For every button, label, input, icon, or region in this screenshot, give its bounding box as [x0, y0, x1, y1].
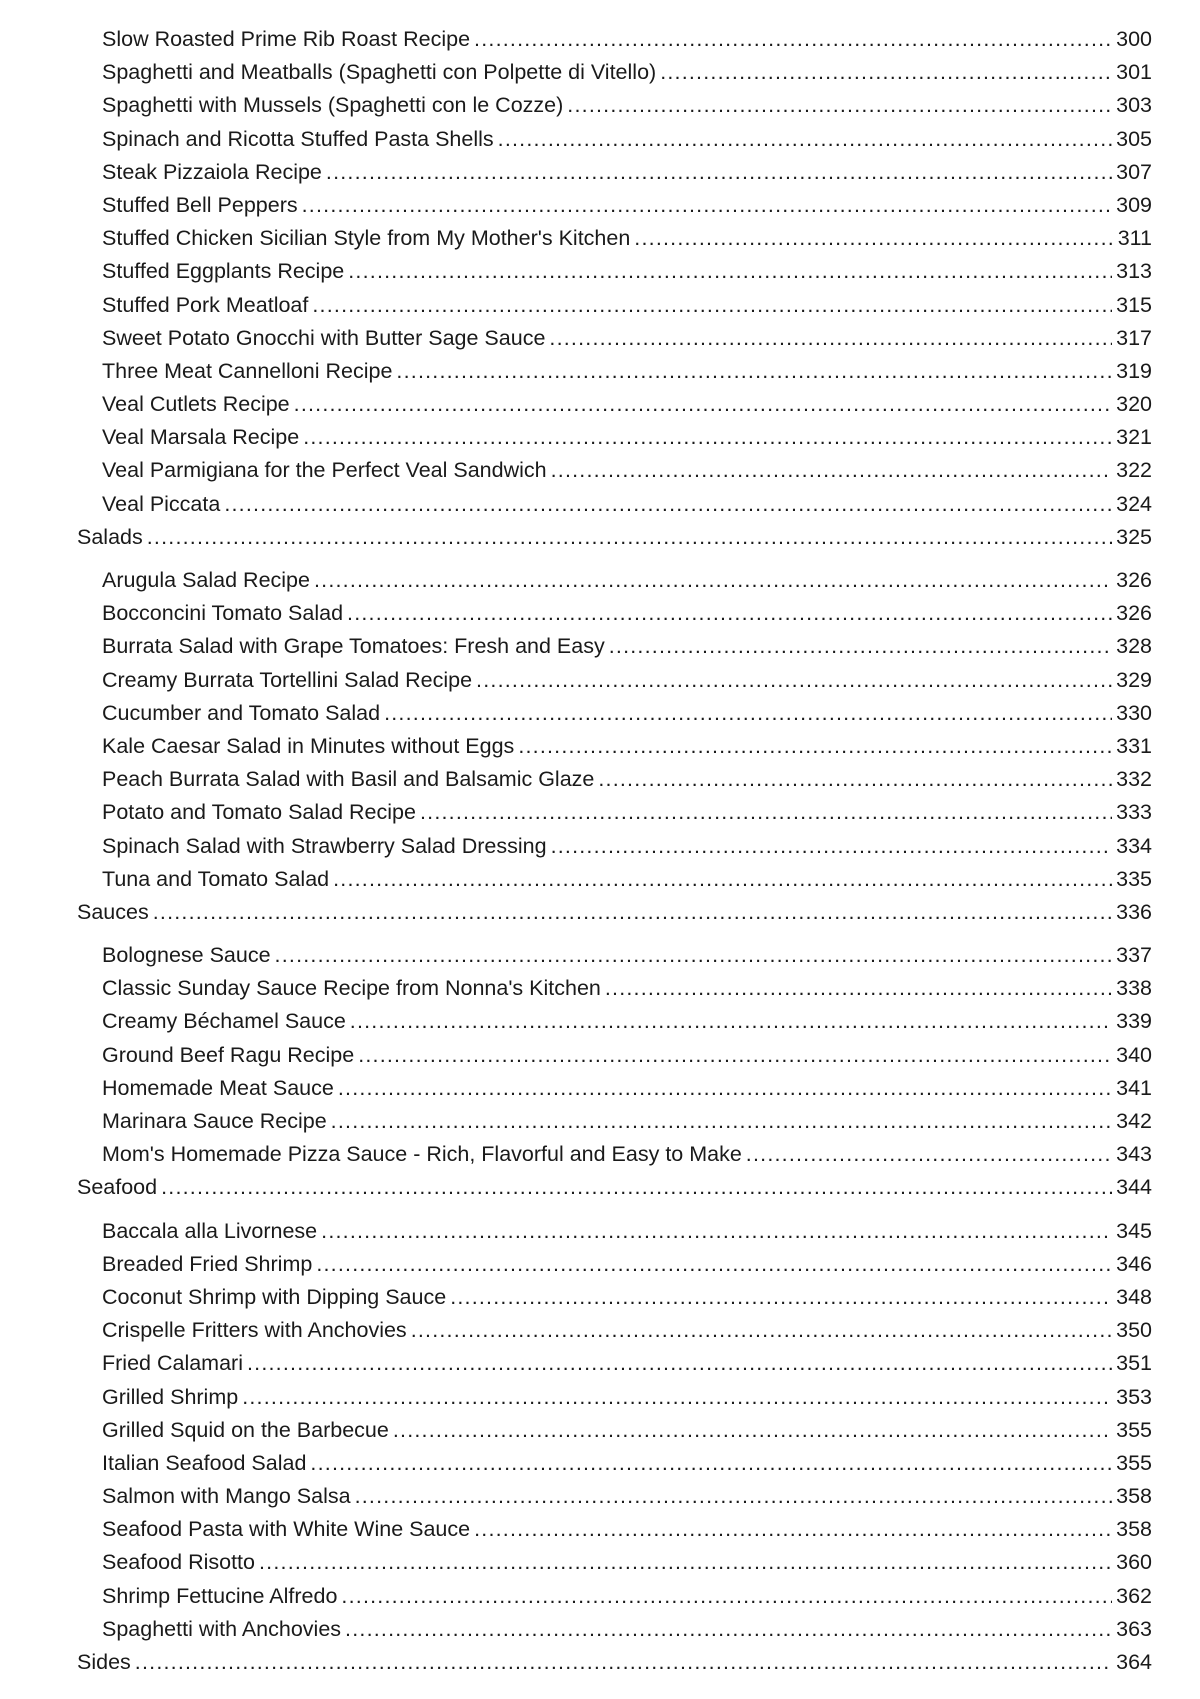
- dot-leader: [660, 56, 1112, 89]
- toc-entry-title: Sides: [77, 1650, 131, 1674]
- toc-section-entry: [77, 1171, 1152, 1204]
- toc-entry: [102, 564, 1152, 597]
- toc-entry-title: Stuffed Eggplants Recipe: [102, 259, 345, 284]
- toc-entry: [102, 1580, 1152, 1613]
- toc-entry: [102, 488, 1152, 521]
- toc-entry-page-number: 330: [1116, 700, 1152, 725]
- toc-entry-page-number: 360: [1116, 1550, 1152, 1575]
- dot-leader: [518, 730, 1112, 763]
- toc-entry-page-number: 313: [1116, 259, 1152, 284]
- toc-entry-title: Creamy Burrata Tortellini Salad Recipe: [102, 667, 473, 692]
- dot-leader: [333, 863, 1112, 896]
- dot-leader: [259, 1546, 1112, 1579]
- toc-entry-title: Seafood Risotto: [102, 1550, 255, 1575]
- toc-entry-page-number: 317: [1116, 325, 1152, 350]
- dot-leader: [474, 23, 1112, 56]
- toc-entry-title: Breaded Fried Shrimp: [102, 1251, 313, 1276]
- toc-entry: [102, 123, 1152, 156]
- toc-entry-title: Kale Caesar Salad in Minutes without Eggs: [102, 733, 515, 758]
- toc-entry: [102, 630, 1152, 663]
- dot-leader: [321, 1215, 1112, 1248]
- dot-leader: [605, 972, 1112, 1005]
- toc-entry-page-number: 324: [1116, 491, 1152, 516]
- toc-entry: [102, 763, 1152, 796]
- dot-leader: [303, 421, 1112, 454]
- toc-entry: [102, 830, 1152, 863]
- toc-entry: [102, 664, 1152, 697]
- dot-leader: [147, 521, 1112, 554]
- toc-entry-page-number: 325: [1116, 524, 1152, 549]
- dot-leader: [420, 796, 1112, 829]
- toc-entry: [102, 1447, 1152, 1480]
- toc-entry-title: Arugula Salad Recipe: [102, 568, 310, 592]
- toc-entry-page-number: 303: [1116, 93, 1152, 118]
- dot-leader: [474, 1513, 1112, 1546]
- toc-entry-title: Spaghetti with Mussels (Spaghetti con le Cozze): [102, 93, 564, 118]
- toc-entry: [102, 972, 1152, 1005]
- toc-entry-page-number: 321: [1116, 425, 1152, 450]
- toc-entry: [102, 189, 1152, 222]
- toc-entry-page-number: 339: [1116, 1009, 1152, 1034]
- dot-leader: [393, 1414, 1112, 1447]
- toc-entry-title: Creamy Béchamel Sauce: [102, 1009, 346, 1034]
- dot-leader: [498, 123, 1112, 156]
- toc-entry-page-number: 300: [1116, 27, 1152, 51]
- dot-leader: [476, 664, 1112, 697]
- toc-entry-title: Mom's Homemade Pizza Sauce - Rich, Flavorful and Easy to Make: [102, 1142, 742, 1167]
- toc-entry: [102, 1613, 1152, 1646]
- dot-leader: [567, 89, 1112, 122]
- toc-entry-page-number: 336: [1116, 899, 1152, 924]
- toc-entry: [102, 1005, 1152, 1038]
- toc-entry: [102, 863, 1152, 896]
- toc-entry: [102, 1248, 1152, 1281]
- toc-entry-page-number: 340: [1116, 1042, 1152, 1067]
- toc-entry: [102, 1347, 1152, 1380]
- toc-entry-title: Italian Seafood Salad: [102, 1450, 307, 1475]
- toc-entry-page-number: 341: [1116, 1075, 1152, 1100]
- toc-entry-page-number: 331: [1116, 733, 1152, 758]
- toc-entry: [102, 1072, 1152, 1105]
- toc-entry: [102, 939, 1152, 972]
- toc-entry-page-number: 332: [1116, 767, 1152, 792]
- toc-entry-title: Grilled Squid on the Barbecue: [102, 1417, 389, 1442]
- dot-leader: [348, 255, 1112, 288]
- toc-entry-page-number: 351: [1116, 1351, 1152, 1376]
- table-of-contents: [0, 23, 1200, 1679]
- toc-entry-page-number: 353: [1116, 1384, 1152, 1409]
- toc-entry: [102, 355, 1152, 388]
- toc-entry: [102, 730, 1152, 763]
- toc-entry-page-number: 364: [1116, 1650, 1152, 1674]
- dot-leader: [294, 388, 1112, 421]
- dot-leader: [396, 355, 1112, 388]
- dot-leader: [275, 939, 1112, 972]
- toc-entry: [102, 796, 1152, 829]
- toc-entry-title: Bolognese Sauce: [102, 943, 271, 968]
- toc-entry-title: Sweet Potato Gnocchi with Butter Sage Sauce: [102, 325, 546, 350]
- toc-entry-page-number: 326: [1116, 568, 1152, 592]
- dot-leader: [331, 1105, 1112, 1138]
- toc-entry: [102, 421, 1152, 454]
- dot-leader: [247, 1347, 1112, 1380]
- dot-leader: [746, 1138, 1112, 1171]
- toc-entry-title: Tuna and Tomato Salad: [102, 866, 330, 891]
- toc-entry-title: Slow Roasted Prime Rib Roast Recipe: [102, 27, 471, 51]
- toc-entry-title: Ground Beef Ragu Recipe: [102, 1042, 355, 1067]
- toc-entry-page-number: 305: [1116, 126, 1152, 151]
- toc-entry-title: Coconut Shrimp with Dipping Sauce: [102, 1284, 447, 1309]
- toc-entry-page-number: 350: [1116, 1318, 1152, 1343]
- toc-entry-page-number: 363: [1116, 1616, 1152, 1641]
- dot-leader: [153, 896, 1112, 929]
- toc-entry-title: Bocconcini Tomato Salad: [102, 601, 344, 626]
- toc-entry: [102, 255, 1152, 288]
- dot-leader: [551, 454, 1112, 487]
- dot-leader: [310, 1447, 1112, 1480]
- dot-leader: [242, 1381, 1112, 1414]
- dot-leader: [358, 1039, 1112, 1072]
- dot-leader: [350, 1005, 1112, 1038]
- toc-entry-page-number: 355: [1116, 1417, 1152, 1442]
- dot-leader: [338, 1072, 1112, 1105]
- toc-entry-page-number: 355: [1116, 1450, 1152, 1475]
- toc-entry-title: Fried Calamari: [102, 1351, 243, 1376]
- toc-entry: [102, 697, 1152, 730]
- dot-leader: [312, 289, 1112, 322]
- toc-entry-title: Stuffed Bell Peppers: [102, 192, 298, 217]
- dot-leader: [347, 597, 1112, 630]
- toc-entry-title: Veal Cutlets Recipe: [102, 392, 290, 417]
- dot-leader: [161, 1171, 1112, 1204]
- toc-entry-page-number: 309: [1116, 192, 1152, 217]
- dot-leader: [224, 488, 1112, 521]
- toc-entry-page-number: 307: [1116, 159, 1152, 184]
- toc-entry-title: Seafood Pasta with White Wine Sauce: [102, 1517, 471, 1542]
- toc-entry-title: Homemade Meat Sauce: [102, 1075, 334, 1100]
- dot-leader: [411, 1314, 1112, 1347]
- toc-entry-title: Burrata Salad with Grape Tomatoes: Fresh and Easy: [102, 634, 605, 659]
- dot-leader: [341, 1580, 1112, 1613]
- toc-entry: [102, 89, 1152, 122]
- toc-entry-title: Spaghetti with Anchovies: [102, 1616, 342, 1641]
- dot-leader: [314, 564, 1112, 597]
- toc-entry-page-number: 333: [1116, 800, 1152, 825]
- toc-entry: [102, 1039, 1152, 1072]
- dot-leader: [302, 189, 1112, 222]
- toc-section-entry: [77, 1646, 1152, 1679]
- toc-entry-title: Veal Marsala Recipe: [102, 425, 300, 450]
- toc-entry-page-number: 335: [1116, 866, 1152, 891]
- dot-leader: [450, 1281, 1112, 1314]
- toc-entry-page-number: 342: [1116, 1109, 1152, 1133]
- toc-entry-page-number: 362: [1116, 1583, 1152, 1608]
- dot-leader: [384, 697, 1112, 730]
- toc-entry-page-number: 358: [1116, 1484, 1152, 1509]
- toc-entry: [102, 156, 1152, 189]
- toc-entry: [102, 1281, 1152, 1314]
- toc-entry-title: Veal Piccata: [102, 491, 221, 516]
- toc-entry: [102, 1314, 1152, 1347]
- toc-entry-title: Grilled Shrimp: [102, 1384, 239, 1409]
- toc-entry-page-number: 315: [1116, 292, 1152, 317]
- dot-leader: [549, 322, 1112, 355]
- toc-entry-page-number: 326: [1116, 601, 1152, 626]
- toc-entry: [102, 56, 1152, 89]
- toc-entry-page-number: 329: [1116, 667, 1152, 692]
- toc-entry-title: Salads: [77, 524, 143, 549]
- toc-entry-title: Classic Sunday Sauce Recipe from Nonna's Kitchen: [102, 976, 601, 1001]
- toc-entry: [102, 1138, 1152, 1171]
- dot-leader: [634, 222, 1112, 255]
- toc-entry-page-number: 301: [1116, 60, 1152, 85]
- toc-entry-title: Salmon with Mango Salsa: [102, 1484, 351, 1509]
- toc-entry-page-number: 348: [1116, 1284, 1152, 1309]
- toc-entry-title: Spaghetti and Meatballs (Spaghetti con Polpette di Vitello): [102, 60, 657, 85]
- toc-entry-page-number: 311: [1117, 226, 1152, 251]
- toc-entry-page-number: 322: [1116, 458, 1152, 483]
- toc-entry-page-number: 344: [1116, 1175, 1152, 1200]
- dot-leader: [326, 156, 1112, 189]
- toc-entry-page-number: 343: [1116, 1142, 1152, 1167]
- dot-leader: [355, 1480, 1112, 1513]
- toc-entry: [102, 1546, 1152, 1579]
- toc-entry: [102, 322, 1152, 355]
- toc-entry: [102, 1414, 1152, 1447]
- toc-entry-title: Seafood: [77, 1175, 158, 1200]
- dot-leader: [551, 830, 1112, 863]
- toc-entry: [102, 1480, 1152, 1513]
- toc-entry-title: Baccala alla Livornese: [102, 1218, 318, 1243]
- toc-section-entry: [77, 896, 1152, 929]
- toc-entry-title: Potato and Tomato Salad Recipe: [102, 800, 416, 825]
- toc-entry-page-number: 358: [1116, 1517, 1152, 1542]
- toc-entry-title: Spinach Salad with Strawberry Salad Dressing: [102, 833, 547, 858]
- toc-entry-title: Sauces: [77, 899, 149, 924]
- toc-entry-page-number: 320: [1116, 392, 1152, 417]
- toc-entry-title: Shrimp Fettucine Alfredo: [102, 1583, 338, 1608]
- toc-entry: [102, 23, 1152, 56]
- toc-entry-title: Cucumber and Tomato Salad: [102, 700, 381, 725]
- toc-entry: [102, 1513, 1152, 1546]
- toc-entry-title: Spinach and Ricotta Stuffed Pasta Shells: [102, 126, 494, 151]
- toc-entry: [102, 222, 1152, 255]
- toc-entry-title: Peach Burrata Salad with Basil and Balsamic Glaze: [102, 767, 595, 792]
- toc-entry: [102, 1105, 1152, 1138]
- toc-entry-page-number: 319: [1116, 358, 1152, 383]
- toc-entry-page-number: 345: [1116, 1218, 1152, 1243]
- toc-entry: [102, 1381, 1152, 1414]
- dot-leader: [135, 1646, 1112, 1679]
- toc-entry-title: Stuffed Chicken Sicilian Style from My Mother's Kitchen: [102, 226, 631, 251]
- toc-entry-title: Veal Parmigiana for the Perfect Veal Sandwich: [102, 458, 547, 483]
- toc-entry-title: Steak Pizzaiola Recipe: [102, 159, 322, 184]
- dot-leader: [316, 1248, 1112, 1281]
- toc-entry: [102, 388, 1152, 421]
- toc-entry: [102, 1215, 1152, 1248]
- toc-entry: [102, 597, 1152, 630]
- dot-leader: [609, 630, 1112, 663]
- toc-entry-title: Stuffed Pork Meatloaf: [102, 292, 309, 317]
- toc-entry-title: Marinara Sauce Recipe: [102, 1109, 327, 1133]
- toc-entry-title: Crispelle Fritters with Anchovies: [102, 1318, 407, 1343]
- dot-leader: [345, 1613, 1112, 1646]
- toc-entry: [102, 289, 1152, 322]
- toc-entry-page-number: 346: [1116, 1251, 1152, 1276]
- dot-leader: [598, 763, 1112, 796]
- toc-entry-page-number: 338: [1116, 976, 1152, 1001]
- toc-section-entry: [77, 521, 1152, 554]
- toc-entry: [102, 454, 1152, 487]
- toc-entry-page-number: 328: [1116, 634, 1152, 659]
- toc-entry-page-number: 334: [1116, 833, 1152, 858]
- toc-entry-title: Three Meat Cannelloni Recipe: [102, 358, 393, 383]
- toc-entry-page-number: 337: [1116, 943, 1152, 968]
